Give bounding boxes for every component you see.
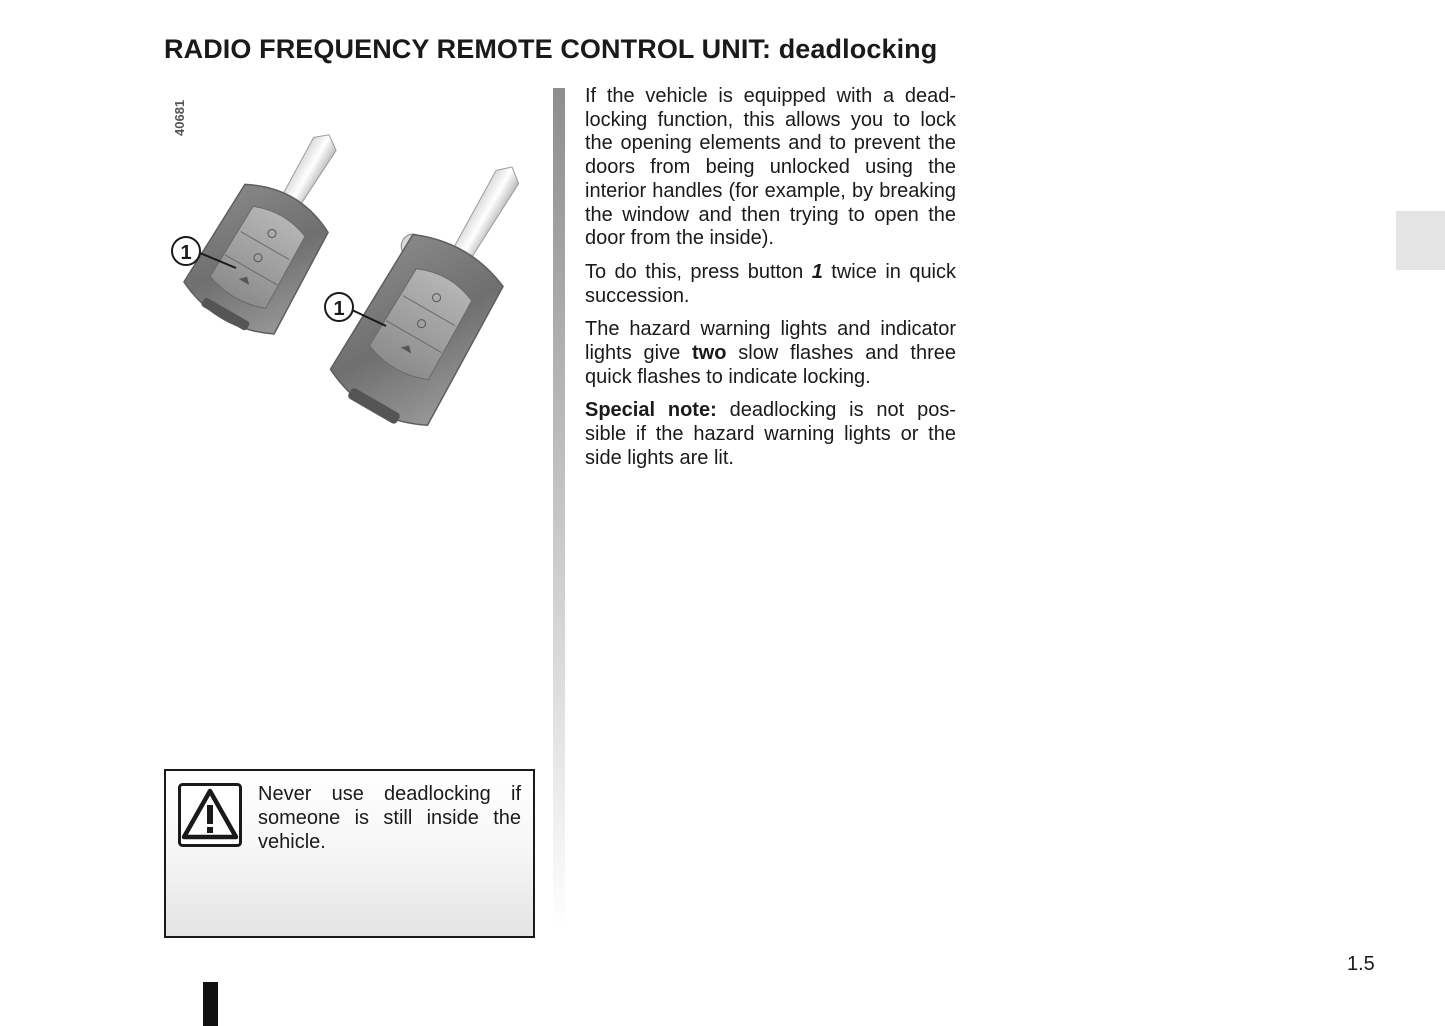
page-edge-mark [203, 982, 218, 1026]
column-divider-bar [553, 88, 565, 928]
warning-box [164, 769, 535, 938]
page-number: 1.5 [1347, 953, 1375, 975]
figure-reference-number: 40681 [172, 99, 187, 136]
paragraph-deadlock-function: If the vehicle is equipped with a dead-locking function, this allows you to lock the opening elements and to prevent the doors from being unlocked using the interior handles (for example, by breaking the window and then trying to open the door from the inside). [585, 85, 956, 250]
warning-text: Never use deadlocking if someone is still inside the vehicle. [258, 783, 521, 853]
callout-left-label: 1 [180, 242, 192, 264]
special-note-label: Special note: [585, 399, 717, 422]
page-title: RADIO FREQUENCY REMOTE CONTROL UNIT: deadlocking [164, 34, 938, 64]
section-tab-marker [1396, 211, 1445, 270]
warning-triangle-icon [178, 783, 242, 847]
right-remote [321, 138, 536, 439]
paragraph-how-to-deadlock: To do this, press button 1 twice in quick succession. [585, 260, 957, 307]
body-text-column [585, 85, 956, 481]
remote-control-illustration [164, 88, 536, 460]
paragraph-special-note: Special note: deadlocking is not pos-sible if the hazard warning lights or the side lights are lit. [585, 399, 956, 469]
button-reference: 1 [811, 260, 823, 283]
paragraph-light-signal: The hazard warning lights and indicator lights give two slow flashes and three quick flashes to indicate locking. [585, 318, 956, 388]
callout-right-label: 1 [333, 298, 345, 320]
